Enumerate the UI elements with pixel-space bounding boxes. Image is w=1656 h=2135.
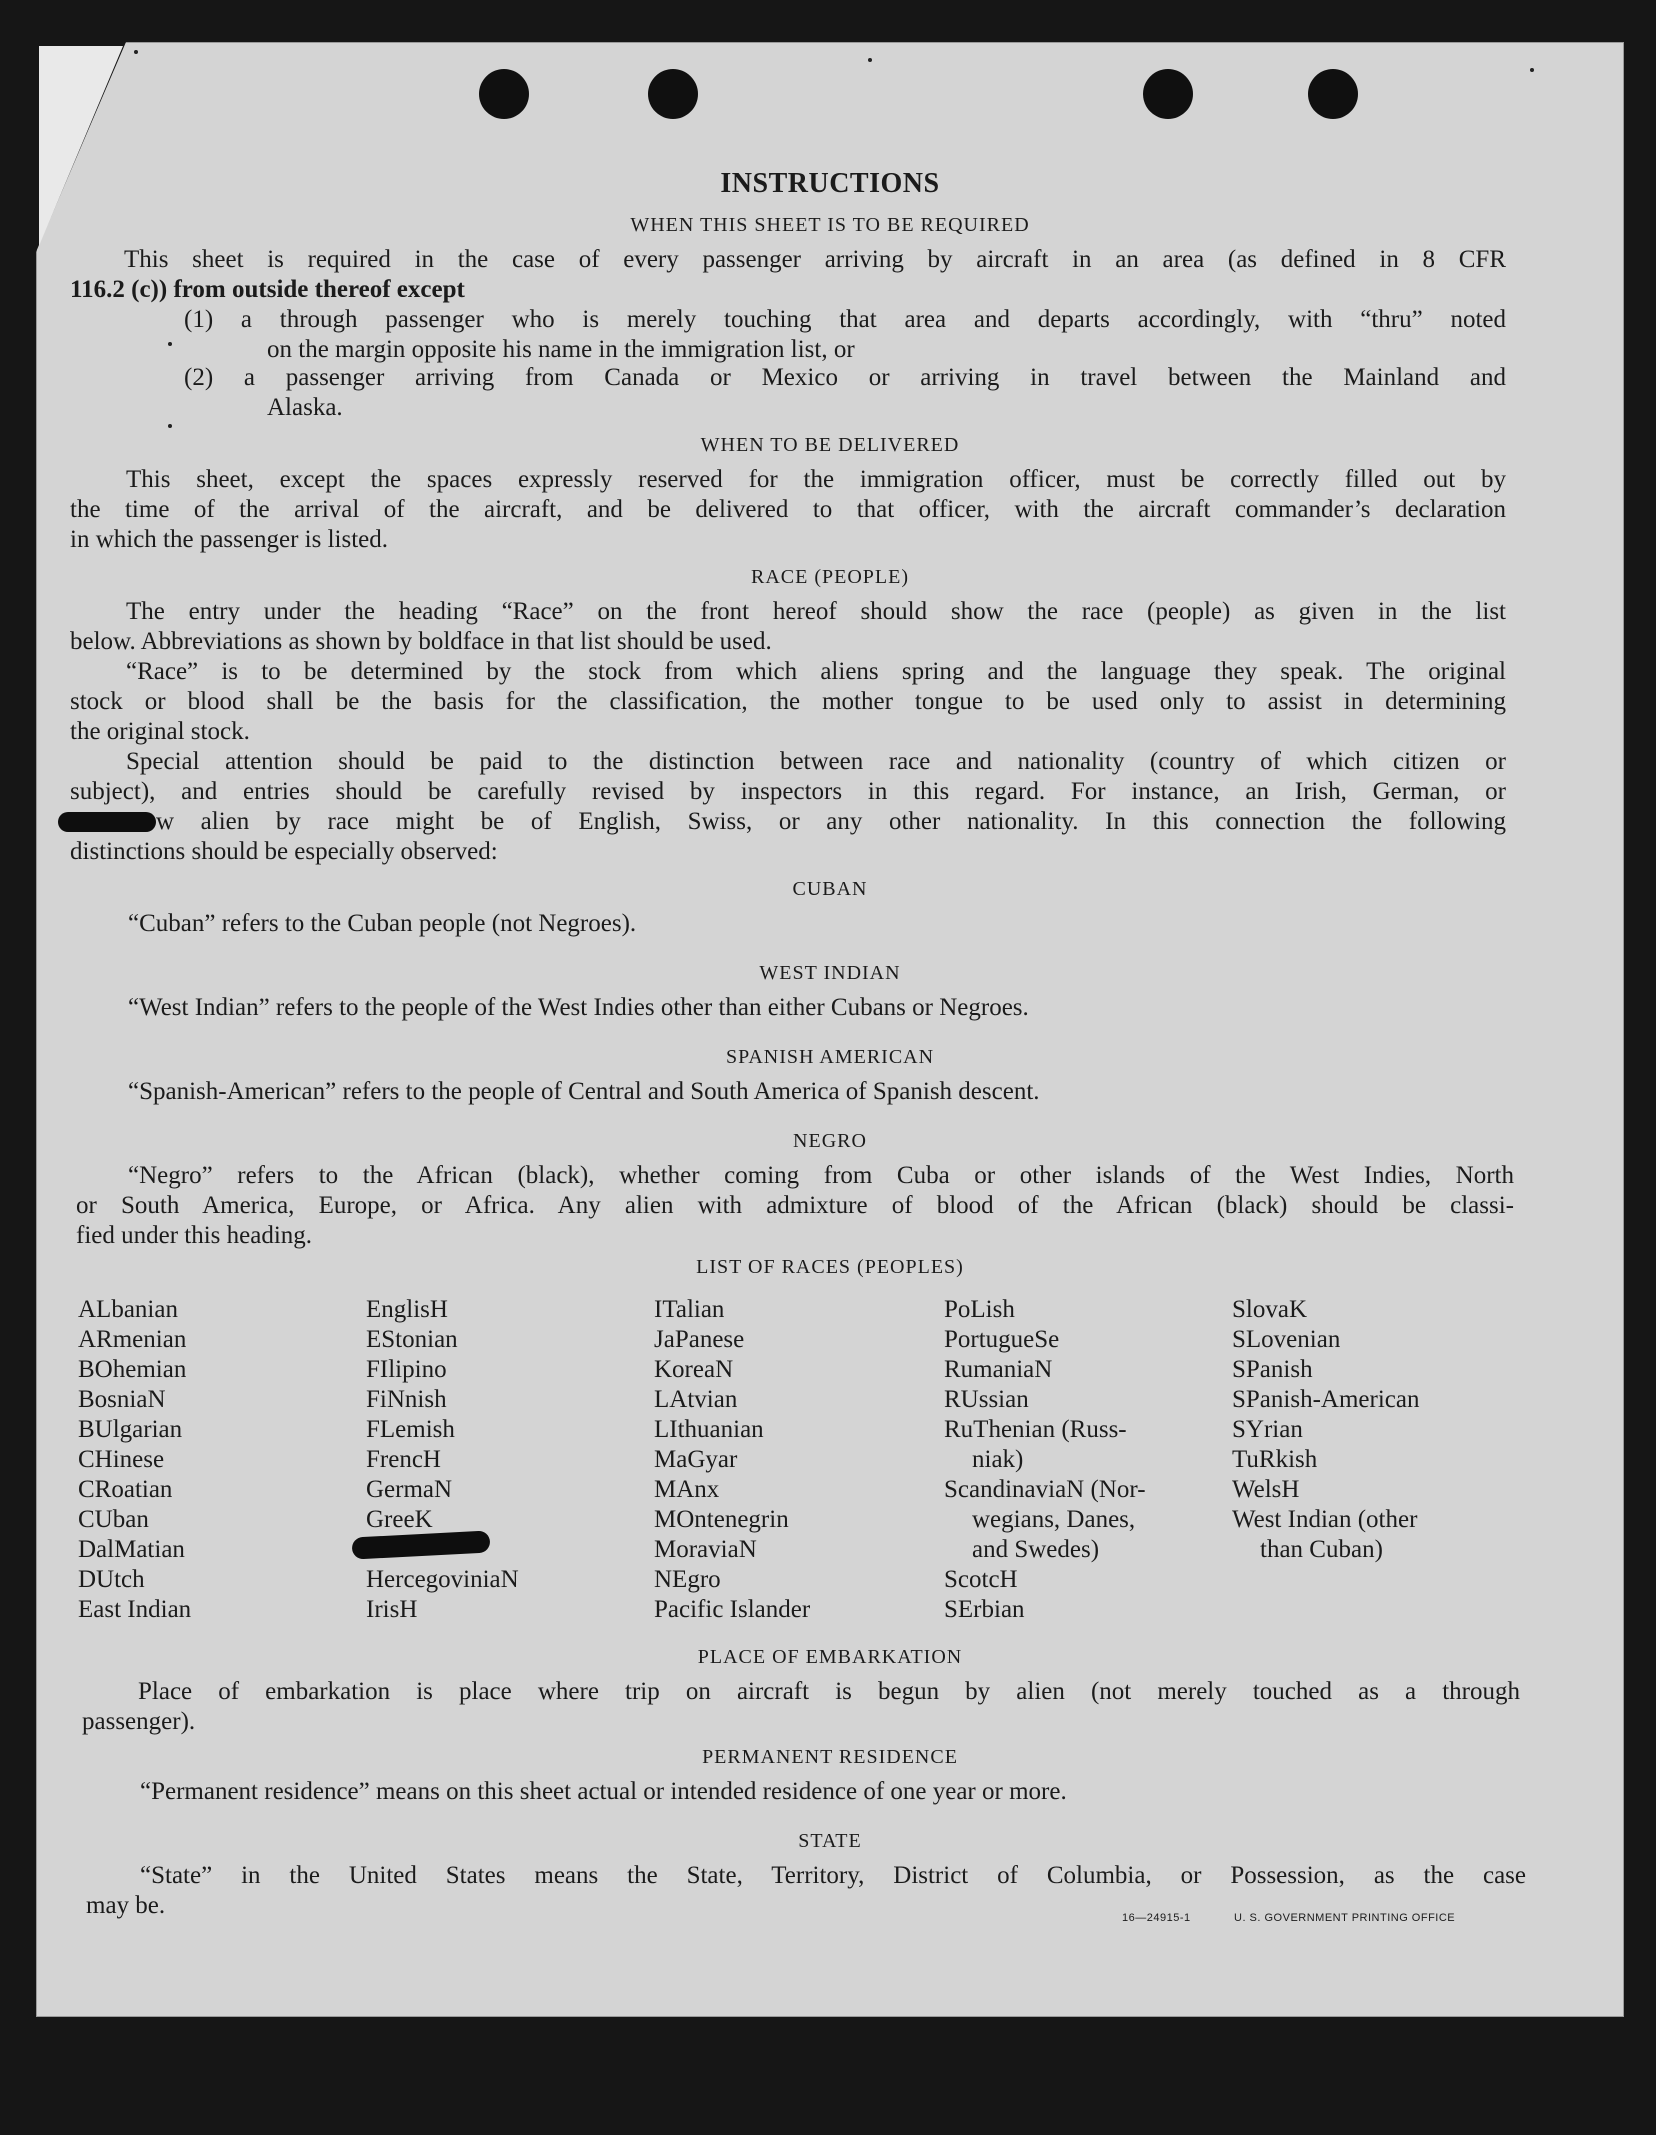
paragraph-line: in which the passenger is listed. [70,526,388,553]
race-item: RuThenian (Russ- [944,1416,1127,1443]
race-item: MoraviaN [654,1536,757,1563]
race-item: DalMatian [78,1536,185,1563]
race-item: EnglisH [366,1296,448,1323]
race-list-column-2 [366,1295,519,1625]
race-item: ITalian [654,1296,725,1323]
race-item: CRoatian [78,1476,173,1503]
paragraph-line: fied under this heading. [76,1222,313,1249]
race-item: MAnx [654,1476,720,1503]
paragraph-line: Place of embarkation is place where trip on aircraft is begun by alien (not merely touched as a through [138,1678,1520,1705]
race-item: NEgro [654,1566,721,1593]
printer-imprint: U. S. GOVERNMENT PRINTING OFFICE [1234,1912,1456,1924]
race-item: MaGyar [654,1446,738,1473]
section-heading-race: RACE (PEOPLE) [751,566,909,588]
paragraph-line: “West Indian” refers to the people of the West Indies other than either Cubans or Negroes. [128,994,1029,1021]
section-heading-embarkation: PLACE OF EMBARKATION [697,1646,963,1668]
race-item: than Cuban) [1260,1536,1383,1563]
race-item: PoLish [944,1296,1015,1323]
speck [168,342,172,346]
punch-hole [1308,69,1358,119]
paragraph-line: “Spanish-American” refers to the people of Central and South America of Spanish descent. [128,1078,1040,1105]
paragraph-line: This sheet, except the spaces expressly reserved for the immigration officer, must be correctly filled out by [126,466,1506,493]
race-item: ARmenian [78,1326,187,1353]
race-item: EStonian [366,1326,458,1353]
punch-hole [479,69,529,119]
race-item: CUban [78,1506,149,1533]
race-item: RUssian [944,1386,1029,1413]
race-item: CHinese [78,1446,165,1473]
race-item: BosniaN [78,1386,166,1413]
race-item: and Swedes) [972,1536,1100,1563]
paragraph-line: stock or blood shall be the basis for the classification, the mother tongue to be used only to assist in determining [70,688,1506,715]
section-heading-west-indian: WEST INDIAN [759,962,901,984]
race-item: East Indian [78,1596,192,1623]
race-item: GermaN [366,1476,453,1503]
race-item: KoreaN [654,1356,734,1383]
paragraph-line: “Race” is to be determined by the stock from which aliens spring and the language they speak. The original [126,658,1506,685]
race-item: BUlgarian [78,1416,183,1443]
race-item: IrisH [366,1596,418,1623]
race-list-column-1 [78,1295,191,1625]
paragraph-line: “State” in the United States means the State, Territory, District of Columbia, or Possession, as the case [140,1862,1526,1889]
race-list-column-4 [944,1295,1146,1625]
section-heading-delivered: WHEN TO BE DELIVERED [700,434,960,456]
paragraph-line: distinctions should be especially observed: [70,838,498,865]
race-item: FLemish [366,1416,455,1443]
race-item: LIthuanian [654,1416,764,1443]
race-item: HercegoviniaN [366,1566,519,1593]
race-item: PortugueSe [944,1326,1060,1353]
redaction-mark [58,812,156,832]
race-item: WelsH [1232,1476,1300,1503]
race-item: SPanish-American [1232,1386,1420,1413]
list-item: (2) a passenger arriving from Canada or Mexico or arriving in travel between the Mainland and [184,364,1506,391]
race-item: BOhemian [78,1356,187,1383]
race-list-column-5 [1232,1295,1419,1565]
punch-hole [648,69,698,119]
section-heading-residence: PERMANENT RESIDENCE [702,1746,958,1768]
speck [168,424,172,428]
race-item: SlovaK [1232,1296,1307,1323]
paragraph-line: w alien by race might be of English, Swiss, or any other nationality. In this connection the following [156,808,1506,835]
paragraph-line: “Permanent residence” means on this sheet actual or intended residence of one year or more. [140,1778,1067,1805]
section-heading-cuban: CUBAN [792,878,868,900]
paragraph-line: The entry under the heading “Race” on the front hereof should show the race (people) as given in the list [126,598,1506,625]
paragraph-line: subject), and entries should be carefully revised by inspectors in this regard. For instance, an Irish, German, or [70,778,1506,805]
paragraph-line: passenger). [82,1708,196,1735]
paragraph-line: Special attention should be paid to the distinction between race and nationality (country of which citizen or [126,748,1506,775]
race-item: TuRkish [1232,1446,1318,1473]
paragraph-line: “Cuban” refers to the Cuban people (not Negroes). [128,910,637,937]
race-item: LAtvian [654,1386,738,1413]
race-item: MOntenegrin [654,1506,789,1533]
paragraph-line: the time of the arrival of the aircraft, and be delivered to that officer, with the aircraft commander’s declaration [70,496,1506,523]
section-heading-negro: NEGRO [793,1130,867,1152]
speck [1530,68,1534,72]
race-item: wegians, Danes, [972,1506,1136,1533]
race-item: RumaniaN [944,1356,1053,1383]
race-item: ScandinaviaN (Nor- [944,1476,1146,1503]
race-item: FIlipino [366,1356,447,1383]
list-item-cont: on the margin opposite his name in the immigration list, or [267,336,855,363]
race-item: JaPanese [654,1326,745,1353]
paragraph-line: “Negro” refers to the African (black), whether coming from Cuba or other islands of the West Indies, North [128,1162,1514,1189]
race-item: ALbanian [78,1296,178,1323]
form-sheet [36,42,1624,2017]
list-item: (1) a through passenger who is merely touching that area and departs accordingly, with “thru” noted [184,306,1506,333]
page-title: INSTRUCTIONS [720,168,940,199]
list-item-cont: Alaska. [267,394,343,421]
race-item: SErbian [944,1596,1025,1623]
race-item: niak) [972,1446,1024,1473]
punch-hole [1143,69,1193,119]
paragraph-line: may be. [86,1892,166,1919]
speck [868,58,872,62]
race-item: FrencH [366,1446,441,1473]
speck [134,50,138,54]
race-item: ScotcH [944,1566,1018,1593]
paragraph-line: below. Abbreviations as shown by boldface in that list should be used. [70,628,772,655]
race-item: GreeK [366,1506,433,1533]
section-heading-state: STATE [798,1830,862,1852]
section-heading-race-list: LIST OF RACES (PEOPLES) [696,1256,964,1278]
race-item: DUtch [78,1566,145,1593]
paragraph-line: or South America, Europe, or Africa. Any alien with admixture of blood of the African (black) should be classi- [76,1192,1514,1219]
race-item: FiNnish [366,1386,447,1413]
race-item: West Indian (other [1232,1506,1418,1533]
form-code: 16—24915-1 [1122,1912,1191,1924]
race-item: SYrian [1232,1416,1303,1443]
section-heading-required: WHEN THIS SHEET IS TO BE REQUIRED [630,214,1030,236]
race-item: SPanish [1232,1356,1313,1383]
race-item: SLovenian [1232,1326,1341,1353]
paragraph-line: 116.2 (c)) from outside thereof except [70,276,465,303]
race-list-column-3 [654,1295,810,1625]
paragraph-line: the original stock. [70,718,250,745]
section-heading-spanish-american: SPANISH AMERICAN [725,1046,935,1068]
race-item: Pacific Islander [654,1596,811,1623]
paragraph-line: This sheet is required in the case of every passenger arriving by aircraft in an area (as defined in 8 CFR [124,246,1506,273]
